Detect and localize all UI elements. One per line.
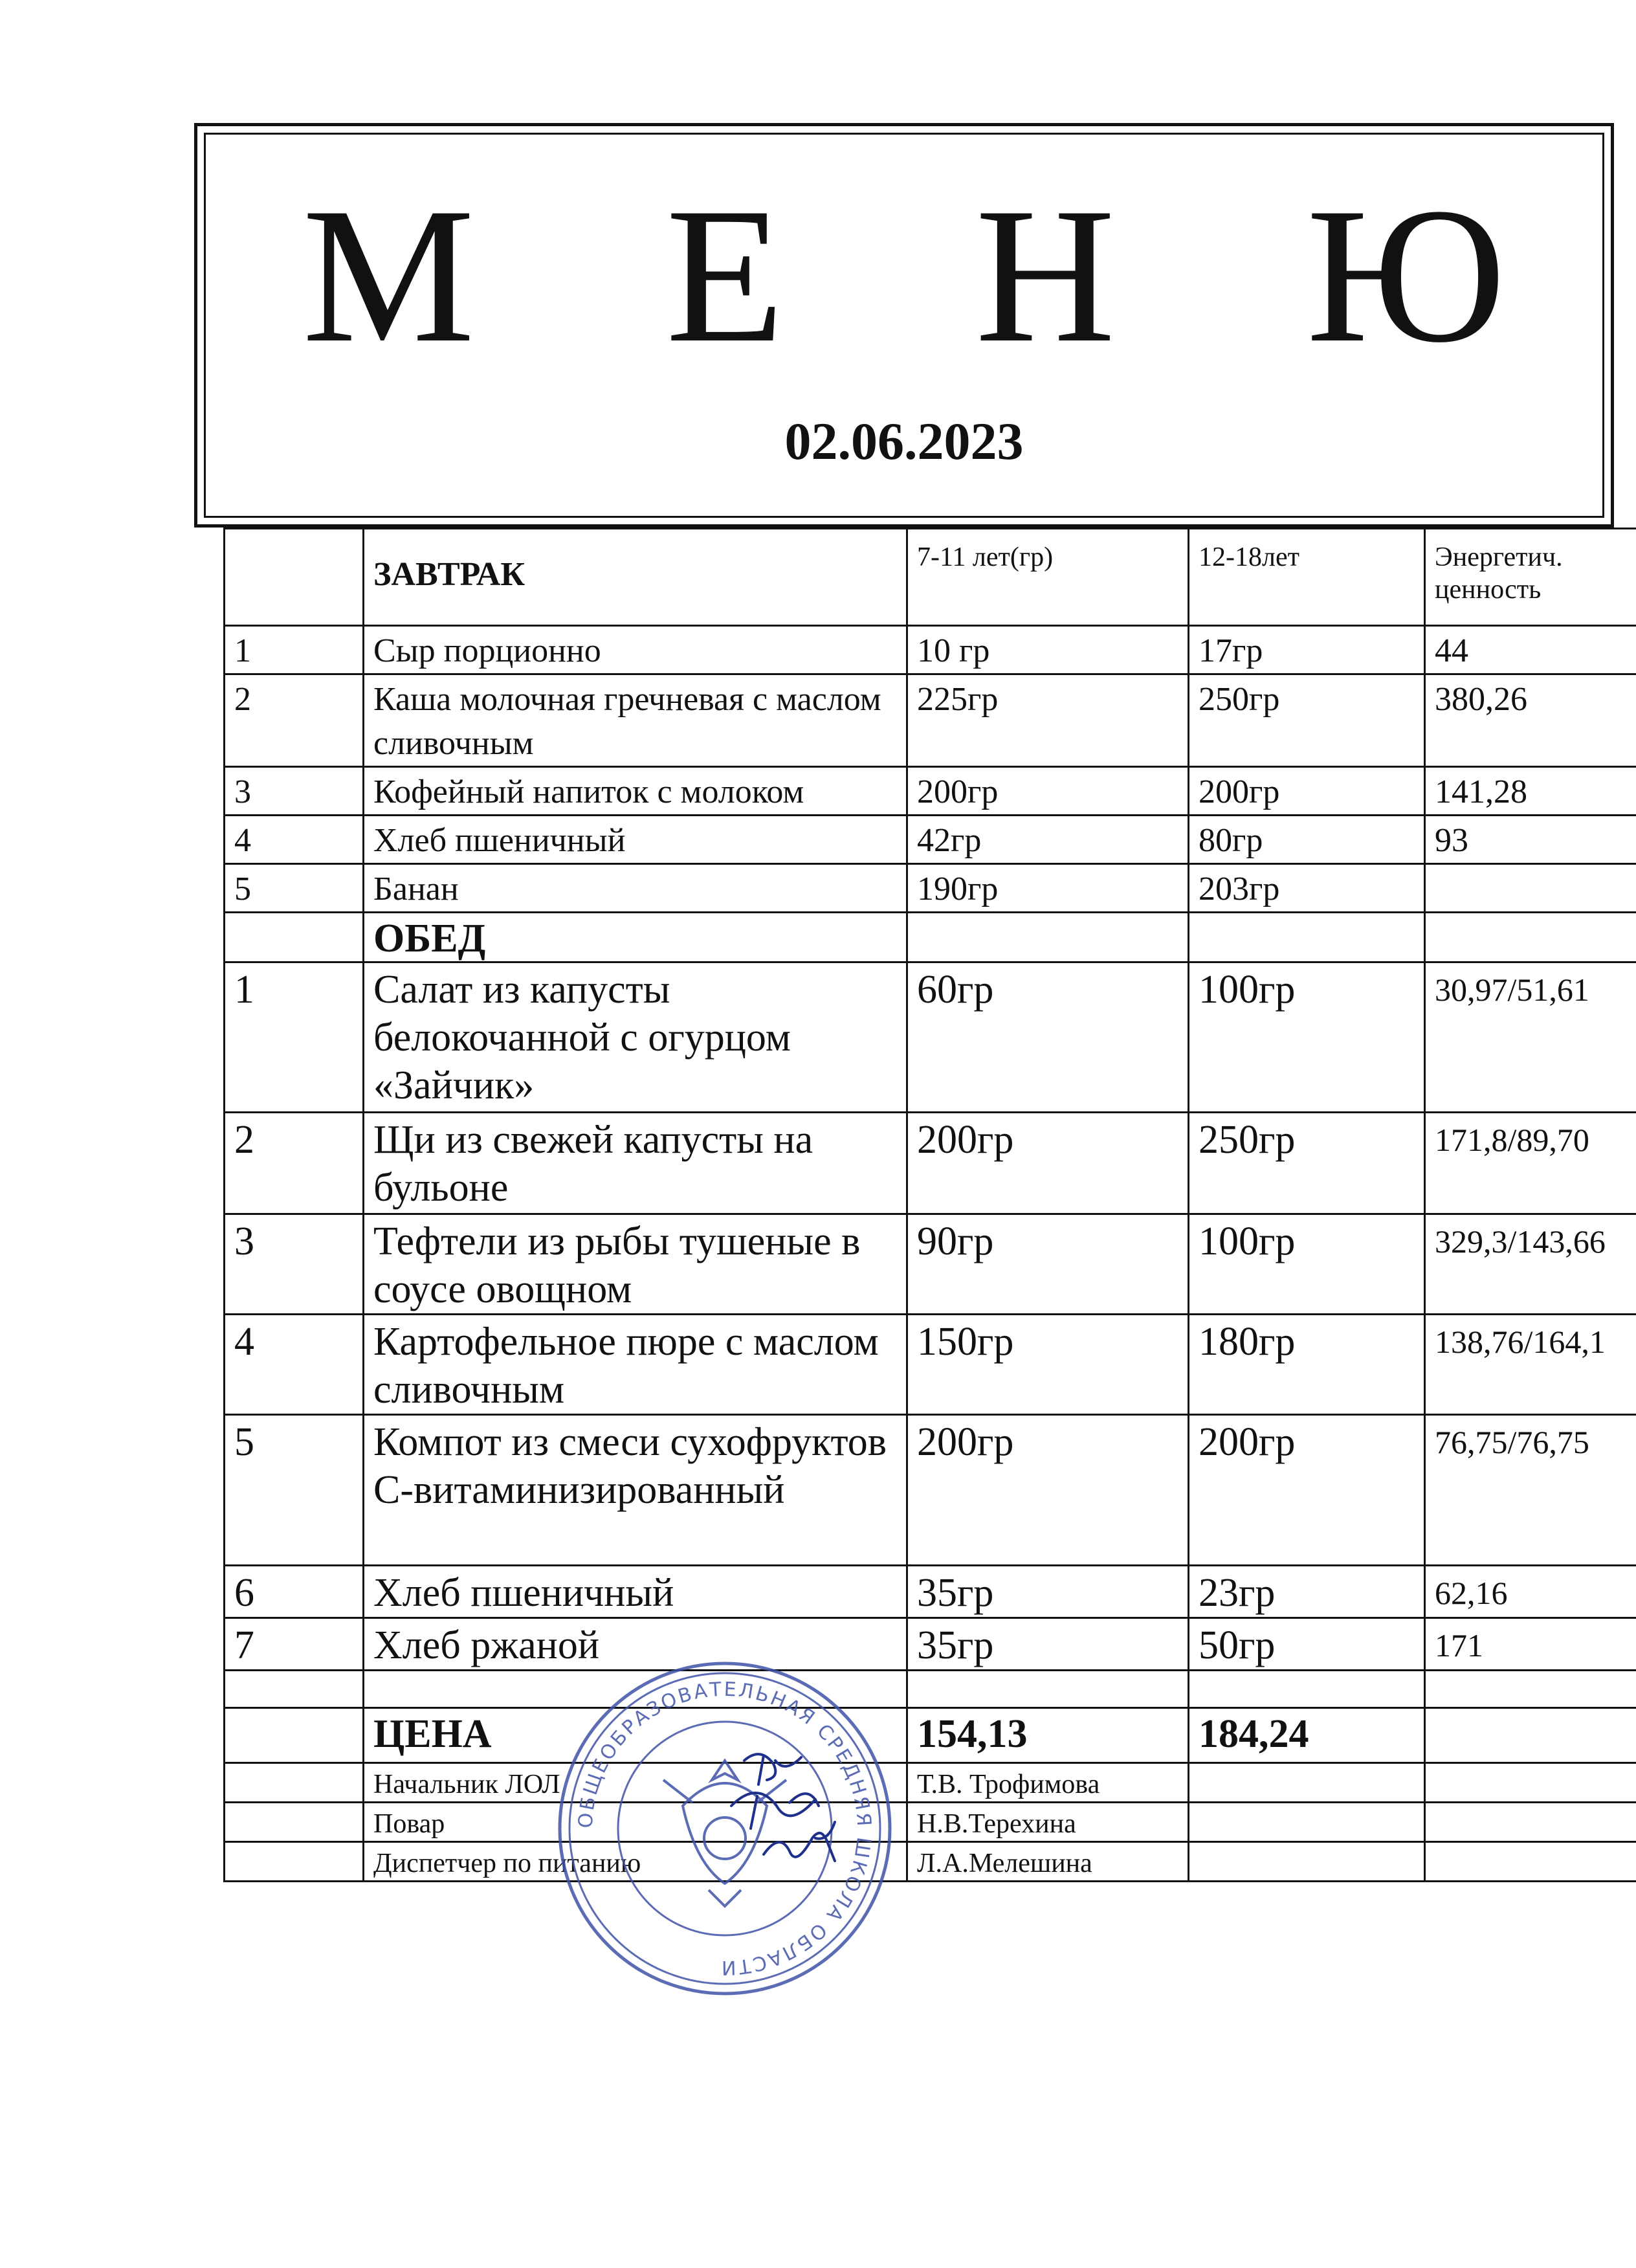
- table-row: [225, 864, 1636, 913]
- empty-cell: [1189, 1671, 1425, 1708]
- energy-value: [1425, 864, 1636, 913]
- portion-12-18: 17гр: [1189, 626, 1425, 674]
- energy-value: 93: [1425, 816, 1636, 864]
- dish-name: Кофейный напиток с молоком: [364, 767, 907, 816]
- dish-name: Хлеб пшеничный: [364, 1566, 907, 1618]
- empty-cell: [1425, 1708, 1636, 1763]
- dish-name: Хлеб ржаной: [364, 1618, 907, 1671]
- row-number: 2: [225, 1113, 364, 1214]
- dish-name: Картофельное пюре с маслом сливочным: [364, 1315, 907, 1415]
- portion-7-11: 150гр: [907, 1315, 1189, 1415]
- empty-cell: [225, 1842, 364, 1882]
- row-number: 3: [225, 767, 364, 816]
- portion-12-18: 100гр: [1189, 1214, 1425, 1315]
- signature-row: [225, 1763, 1636, 1803]
- row-number: 5: [225, 1415, 364, 1566]
- energy-value: 76,75/76,75: [1425, 1415, 1636, 1566]
- dish-name: Компот из смеси сухофруктов С-витаминизированный: [364, 1415, 907, 1566]
- row-number: 2: [225, 674, 364, 767]
- portion-12-18: 200гр: [1189, 1415, 1425, 1566]
- column-energy: Энергетич. ценность: [1425, 529, 1636, 626]
- empty-cell: [1189, 913, 1425, 962]
- price-label: ЦЕНА: [364, 1708, 907, 1763]
- row-number: 6: [225, 1566, 364, 1618]
- signature-row: [225, 1803, 1636, 1842]
- breakfast-title: ЗАВТРАК: [364, 529, 907, 626]
- energy-value: 62,16: [1425, 1566, 1636, 1618]
- empty-cell: [907, 1671, 1189, 1708]
- row-number: 4: [225, 816, 364, 864]
- portion-7-11: 200гр: [907, 767, 1189, 816]
- table-row: [225, 626, 1636, 674]
- signature-name: Т.В. Трофимова: [907, 1763, 1189, 1803]
- dish-name: Салат из капусты белокочанной с огурцом «Зайчик»: [364, 962, 907, 1113]
- spacer-row: [225, 1671, 1636, 1708]
- price-7-11: 154,13: [907, 1708, 1189, 1763]
- empty-cell: [225, 1763, 364, 1803]
- empty-cell: [1425, 1842, 1636, 1882]
- portion-12-18: 200гр: [1189, 767, 1425, 816]
- signature-row: [225, 1842, 1636, 1882]
- empty-cell: [225, 1671, 364, 1708]
- signature-role: Начальник ЛОЛ: [364, 1763, 907, 1803]
- breakfast-header-row: [225, 529, 1636, 626]
- portion-12-18: 100гр: [1189, 962, 1425, 1113]
- row-number: 5: [225, 864, 364, 913]
- row-number: 3: [225, 1214, 364, 1315]
- energy-value: 138,76/164,1: [1425, 1315, 1636, 1415]
- portion-7-11: 35гр: [907, 1566, 1189, 1618]
- portion-7-11: 90гр: [907, 1214, 1189, 1315]
- menu-title: М Е Н Ю: [302, 168, 1577, 383]
- row-number: 1: [225, 962, 364, 1113]
- row-number: 4: [225, 1315, 364, 1415]
- signature-role: Повар: [364, 1803, 907, 1842]
- empty-cell: [1189, 1803, 1425, 1842]
- signature-role: Диспетчер по питанию: [364, 1842, 907, 1882]
- portion-7-11: 42гр: [907, 816, 1189, 864]
- portion-7-11: 200гр: [907, 1415, 1189, 1566]
- price-12-18: 184,24: [1189, 1708, 1425, 1763]
- energy-value: 30,97/51,61: [1425, 962, 1636, 1113]
- empty-cell: [1425, 1803, 1636, 1842]
- dish-name: Банан: [364, 864, 907, 913]
- portion-12-18: 250гр: [1189, 674, 1425, 767]
- portion-7-11: 10 гр: [907, 626, 1189, 674]
- dish-name: Щи из свежей капусты на бульоне: [364, 1113, 907, 1214]
- price-row: [225, 1708, 1636, 1763]
- signature-name: Л.А.Мелешина: [907, 1842, 1189, 1882]
- portion-7-11: 35гр: [907, 1618, 1189, 1671]
- lunch-title: ОБЕД: [364, 913, 907, 962]
- empty-cell: [225, 1803, 364, 1842]
- lunch-header-row: [225, 913, 1636, 962]
- dish-name: Тефтели из рыбы тушеные в соусе овощном: [364, 1214, 907, 1315]
- column-age-12-18: 12-18лет: [1189, 529, 1425, 626]
- table-row: [225, 1214, 1636, 1315]
- empty-cell: [907, 913, 1189, 962]
- empty-cell: [1425, 1671, 1636, 1708]
- energy-value: 44: [1425, 626, 1636, 674]
- portion-12-18: 203гр: [1189, 864, 1425, 913]
- portion-7-11: 225гр: [907, 674, 1189, 767]
- empty-cell: [1425, 913, 1636, 962]
- energy-value: 171,8/89,70: [1425, 1113, 1636, 1214]
- dish-name: Сыр порционно: [364, 626, 907, 674]
- table-row: [225, 767, 1636, 816]
- menu-header-box: [194, 123, 1614, 528]
- menu-date: 02.06.2023: [784, 412, 1024, 471]
- table-row: [225, 1113, 1636, 1214]
- dish-name: Хлеб пшеничный: [364, 816, 907, 864]
- row-number: 7: [225, 1618, 364, 1671]
- portion-7-11: 190гр: [907, 864, 1189, 913]
- portion-7-11: 60гр: [907, 962, 1189, 1113]
- energy-value: 141,28: [1425, 767, 1636, 816]
- stamp-ring-text: ОБЩЕОБРАЗОВАТЕЛЬНАЯ СРЕДНЯЯ ШКОЛА ОБЛАСТИ: [574, 1678, 876, 1979]
- empty-cell: [225, 1708, 364, 1763]
- empty-cell: [225, 529, 364, 626]
- empty-cell: [1425, 1763, 1636, 1803]
- empty-cell: [1189, 1763, 1425, 1803]
- table-row: [225, 962, 1636, 1113]
- portion-7-11: 200гр: [907, 1113, 1189, 1214]
- table-row: [225, 816, 1636, 864]
- dish-name: Каша молочная гречневая с маслом сливочным: [364, 674, 907, 767]
- empty-cell: [225, 913, 364, 962]
- portion-12-18: 250гр: [1189, 1113, 1425, 1214]
- empty-cell: [1189, 1842, 1425, 1882]
- menu-table: [223, 528, 1636, 1882]
- portion-12-18: 23гр: [1189, 1566, 1425, 1618]
- row-number: 1: [225, 626, 364, 674]
- energy-value: 329,3/143,66: [1425, 1214, 1636, 1315]
- column-age-7-11: 7-11 лет(гр): [907, 529, 1189, 626]
- table-row: [225, 1415, 1636, 1566]
- portion-12-18: 50гр: [1189, 1618, 1425, 1671]
- table-row: [225, 1315, 1636, 1415]
- signature-name: Н.В.Терехина: [907, 1803, 1189, 1842]
- table-row: [225, 1618, 1636, 1671]
- table-row: [225, 1566, 1636, 1618]
- energy-value: 171: [1425, 1618, 1636, 1671]
- portion-12-18: 180гр: [1189, 1315, 1425, 1415]
- handwritten-signatures-icon: [718, 1741, 874, 1877]
- portion-12-18: 80гр: [1189, 816, 1425, 864]
- energy-value: 380,26: [1425, 674, 1636, 767]
- table-row: [225, 674, 1636, 767]
